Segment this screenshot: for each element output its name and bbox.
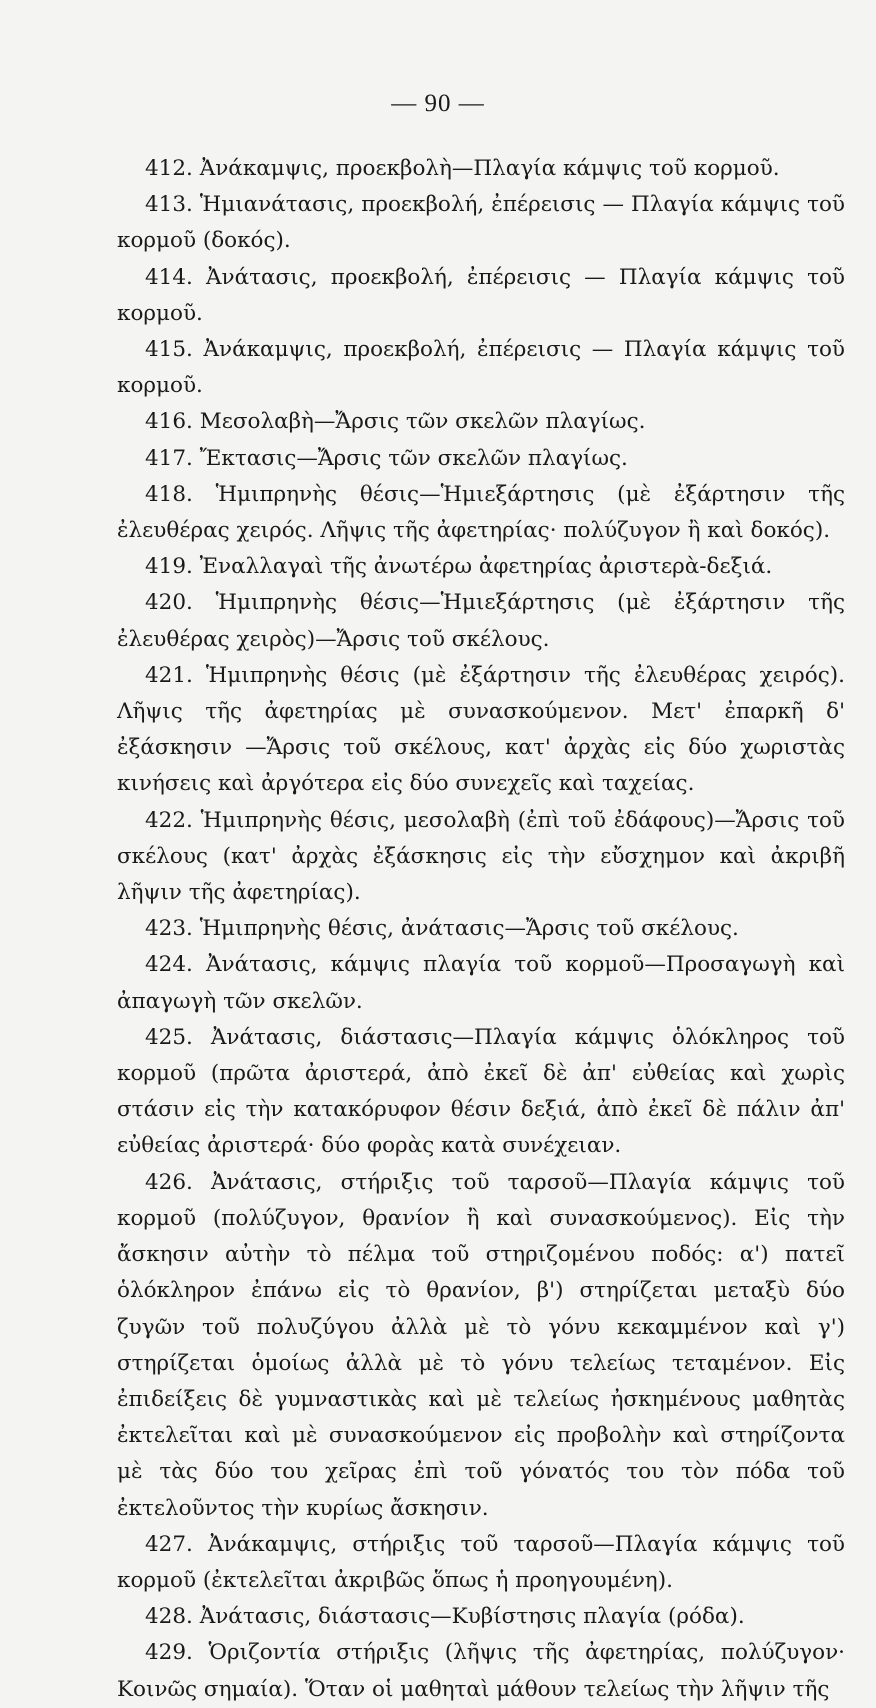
paragraph-422: 422. Ἡμιπρηνὴς θέσις, μεσολαβὴ (ἐπὶ τοῦ ἐδάφους)—Ἄρσις τοῦ σκέλους (κατ' ἀρχὰς ἐξάσκησις εἰς τὴν εὔσχημον καὶ ἀκριβῆ λῆψιν τῆς ἀφετηρίας).	[117, 807, 845, 906]
paragraph-424: 424. Ἀνάτασις, κάμψις πλαγία τοῦ κορμοῦ—Προσαγωγὴ καὶ ἀπαγωγὴ τῶν σκελῶν.	[117, 952, 845, 1014]
paragraph-423: 423. Ἡμιπρηνὴς θέσις, ἀνάτασις—Ἄρσις τοῦ σκέλους.	[145, 916, 739, 942]
paragraph-429: 429. Ὁριζοντία στήριξις (λῆψις τῆς ἀφετηρίας, πολύζυγον· Κοινῶς σημαία). Ὅταν οἱ μαθηταὶ μάθουν τελείως τὴν λῆψιν τῆς	[117, 1640, 845, 1702]
paragraph-428: 428. Ἀνάτασις, διάστασις—Κυβίστησις πλαγία (ρόδα).	[145, 1604, 745, 1630]
paragraph-417: 417. Ἔκτασις—Ἄρσις τῶν σκελῶν πλαγίως.	[145, 445, 628, 471]
paragraph-419: 419. Ἐναλλαγαὶ τῆς ἀνωτέρω ἀφετηρίας ἀριστερὰ-δεξιά.	[145, 554, 773, 580]
paragraph-418: 418. Ἡμιπρηνὴς θέσις—Ἡμιεξάρτησις (μὲ ἐξάρτησιν τῆς ἐλευθέρας χειρός. Λῆψις τῆς ἀφετηρίας· πολύζυγον ἢ καὶ δοκός).	[117, 481, 845, 544]
paragraph-420: 420. Ἡμιπρηνὴς θέσις—Ἡμιεξάρτησις (μὲ ἐξάρτησιν τῆς ἐλευθέρας χειρὸς)—Ἄρσις τοῦ σκέλους.	[117, 590, 845, 652]
paragraph-425: 425. Ἀνάτασις, διάστασις—Πλαγία κάμψις ὁλόκληρος τοῦ κορμοῦ (πρῶτα ἀριστερά, ἀπὸ ἐκεῖ δὲ ἀπ' εὐθείας καὶ χωρὶς στάσιν εἰς τὴν κατακόρυφον θέσιν δεξιά, ἀπὸ ἐκεῖ δὲ πάλιν ἀπ' εὐθείας ἀριστερά· δύο φορὰς κατὰ συνέχειαν.	[117, 1024, 845, 1159]
paragraph-414: 414. Ἀνάτασις, προεκβολή, ἐπέρεισις — Πλαγία κάμψις τοῦ κορμοῦ.	[117, 264, 845, 326]
paragraph-426: 426. Ἀνάτασις, στήριξις τοῦ ταρσοῦ—Πλαγία κάμψις τοῦ κορμοῦ (πολύζυγον, θρανίον ἢ καὶ συνασκούμενος). Εἰς τὴν ἄσκησιν αὐτὴν τὸ πέλμα τοῦ στηριζομένου ποδός: α') πατεῖ ὁλόκληρον ἐπάνω εἰς τὸ θρανίον, β') στηρίζεται μεταξὺ δύο ζυγῶν τοῦ πολυζύγου ἀλλὰ μὲ τὸ γόνυ κεκαμμένον καὶ γ') στηρίζεται ὁμοίως ἀλλὰ μὲ τὸ γόνυ τελείως τεταμένον. Εἰς ἐπιδείξεις δὲ γυμναστικὰς καὶ μὲ τελείως ἠσκημένους μαθητὰς ἐκτελεῖται καὶ μὲ συνασκούμενον εἰς προβολὴν καὶ στηρίζοντα μὲ τὰς δύο του χεῖρας ἐπὶ τοῦ γόνατός του τὸν πόδα τοῦ ἐκτελοῦντος τὴν κυρίως ἄσκησιν.	[117, 1169, 845, 1521]
page-number: — 90 —	[391, 90, 485, 117]
paragraph-413: 413. Ἡμιανάτασις, προεκβολή, ἐπέρεισις — Πλαγία κάμψις τοῦ κορμοῦ (δοκός).	[117, 192, 845, 254]
page-body	[117, 151, 845, 1708]
paragraph-421: 421. Ἡμιπρηνὴς θέσις (μὲ ἐξάρτησιν τῆς ἐλευθέρας χειρός). Λῆψις τῆς ἀφετηρίας μὲ συνασκούμενον. Μετ' ἐπαρκῆ δ' ἐξάσκησιν —Ἄρσις τοῦ σκέλους, κατ' ἀρχὰς εἰς δύο χωριστὰς κινήσεις καὶ ἀργότερα εἰς δύο συνεχεῖς καὶ ταχείας.	[117, 662, 845, 797]
paragraph-415: 415. Ἀνάκαμψις, προεκβολή, ἐπέρεισις — Πλαγία κάμψις τοῦ κορμοῦ.	[117, 337, 845, 399]
paragraph-427: 427. Ἀνάκαμψις, στήριξις τοῦ ταρσοῦ—Πλαγία κάμψις τοῦ κορμοῦ (ἐκτελεῖται ἀκριβῶς ὅπως ἡ προηγουμένη).	[117, 1531, 845, 1593]
paragraph-416: 416. Μεσολαβὴ—Ἄρσις τῶν σκελῶν πλαγίως.	[145, 409, 646, 435]
paragraph-412: 412. Ἀνάκαμψις, προεκβολὴ—Πλαγία κάμψις τοῦ κορμοῦ.	[145, 156, 780, 181]
